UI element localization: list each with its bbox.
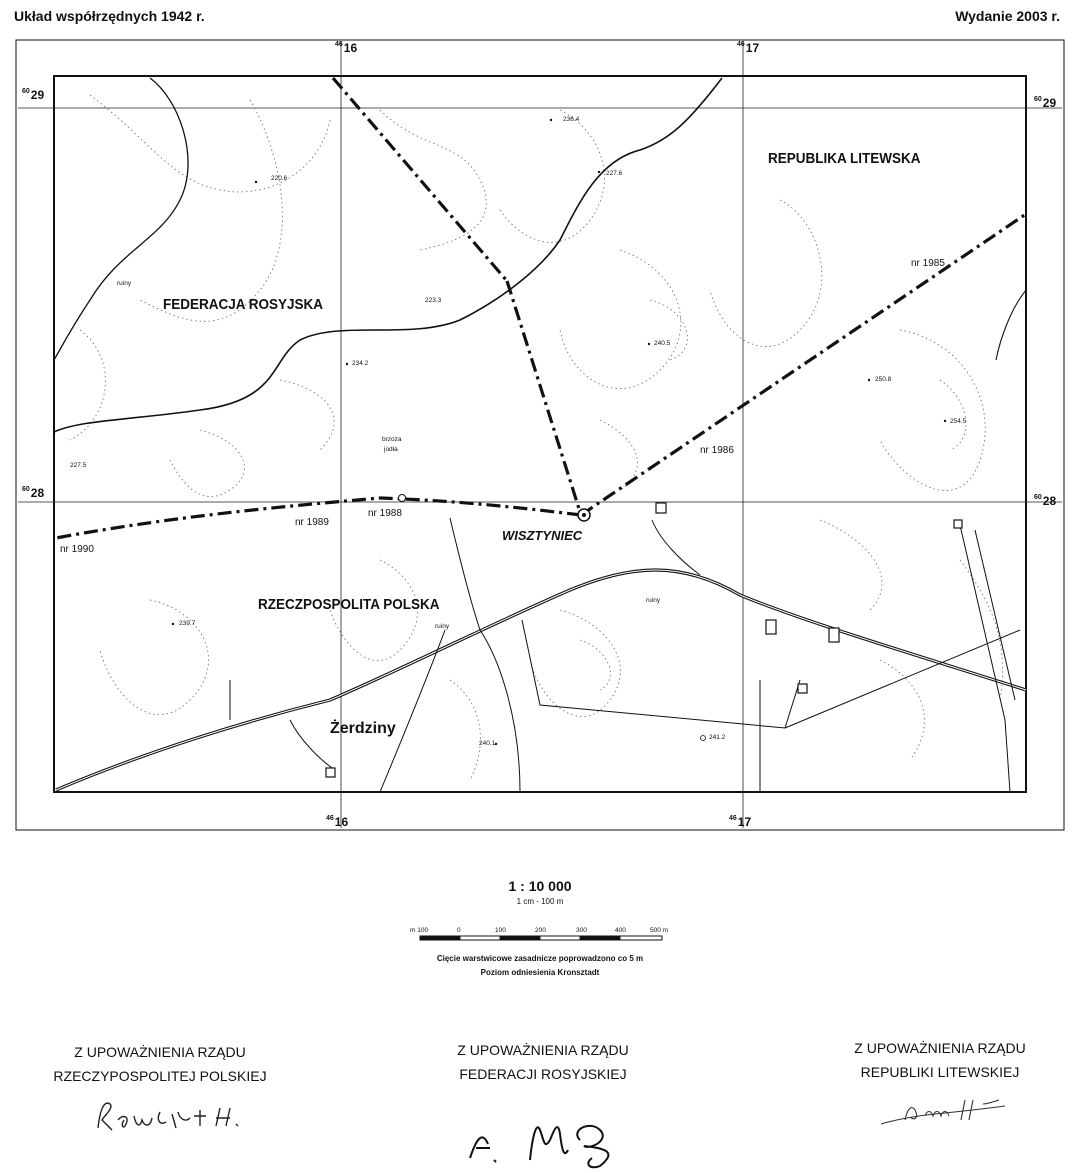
local-roads [230,518,1020,792]
grid-label-28-left: $^{60}$28 [22,486,45,500]
scale-bar-label: 400 [615,927,626,934]
scale-bar-label: 100 [495,927,506,934]
ruins-label: ruiny [117,280,132,287]
coordinate-system-label: Układ współrzędnych 1942 r. [14,8,205,24]
grid-label-17-bottom: $^{46}$17 [729,815,752,829]
elevation-label: 254.5 [950,418,967,425]
scale-subtitle: 1 cm - 100 m [516,897,564,906]
ruins-label: ruiny [646,597,661,604]
road-north [54,78,722,432]
elevation-label: 220.6 [271,175,288,182]
ruins-label: ruiny [435,623,450,630]
grid-label-29-right: $^{60}$29 [1034,96,1057,110]
elevation-label: 227.6 [606,170,623,177]
scale-bar [420,936,662,940]
authorization-poland [10,1040,310,1088]
boundary-marker-1986: nr 1986 [700,445,734,456]
grid-label-16-top: $^{46}$16 [335,41,358,55]
grid-label-16-bottom: $^{46}$16 [326,815,349,829]
elevation-label: 250.8 [875,376,892,383]
grid-label-17-top: $^{46}$17 [737,41,760,55]
railway-inner [56,570,1026,790]
edition-label: Wydanie 2003 r. [955,8,1060,24]
signature-lithuania [875,1090,1035,1130]
brzoza-label: brzoza [382,436,402,443]
place-label-wisztyniec: WISZTYNIEC [502,528,583,543]
scale-bar-label: m 100 [410,927,429,934]
elevation-label: 234.2 [352,360,369,367]
contour-interval-note: Cięcie warstwicowe zasadnicze poprowadzono co 5 m [436,954,644,963]
scale-bar-label: 300 [576,927,587,934]
elevation-label: 239.7 [179,620,196,627]
authorization-line: FEDERACJI ROSYJSKIEJ [459,1066,627,1082]
elevation-label: 227.5 [70,462,87,469]
authorization-russia [393,1038,693,1086]
authorization-line: Z UPOWAŻNIENIA RZĄDU [457,1042,629,1058]
grid-label-29-left: $^{60}$29 [22,88,45,102]
grid-label-28-right: $^{60}$28 [1034,494,1057,508]
boundary-marker-1988: nr 1988 [368,508,402,519]
authorization-line: Z UPOWAŻNIENIA RZĄDU [854,1040,1026,1056]
authorization-line: REPUBLIKI LITEWSKIEJ [860,1064,1020,1080]
authorization-line: Z UPOWAŻNIENIA RZĄDU [74,1044,246,1060]
datum-note: Poziom odniesienia Kronsztadt [480,968,600,977]
country-label-russia: FEDERACJA ROSYJSKA [163,296,324,313]
elevation-label: 236.4 [563,116,580,123]
country-label-lithuania: REPUBLIKA LITEWSKA [768,150,921,167]
signature-poland [90,1090,270,1140]
road-west [54,78,188,360]
scale-bar-label: 0 [457,927,461,934]
scale-bar-label: 200 [535,927,546,934]
scale-ratio: 1 : 10 000 [508,878,572,894]
authorization-line: RZECZYPOSPOLITEJ POLSKIEJ [53,1068,267,1084]
elevation-label: 241.2 [709,734,726,741]
scale-bar-label: 500 m [650,927,669,934]
elevation-label: 240.1 [479,740,496,747]
spot-heights [172,119,946,745]
place-label-zerdziny: Żerdziny [330,720,396,737]
boundary-marker-1989: nr 1989 [295,517,329,528]
contour-lines [70,95,1003,780]
jodla-label: jodła [384,446,398,453]
boundary-marker-1985: nr 1985 [911,258,945,269]
road-east [996,290,1026,360]
authorization-lithuania [790,1036,1074,1084]
scale-block [400,878,680,906]
boundary-marker-1990: nr 1990 [60,544,94,555]
country-label-poland: RZECZPOSPOLITA POLSKA [258,596,440,613]
signature-russia [460,1100,660,1170]
elevation-label: 240.5 [654,340,671,347]
elevation-label: 223.3 [425,297,442,304]
